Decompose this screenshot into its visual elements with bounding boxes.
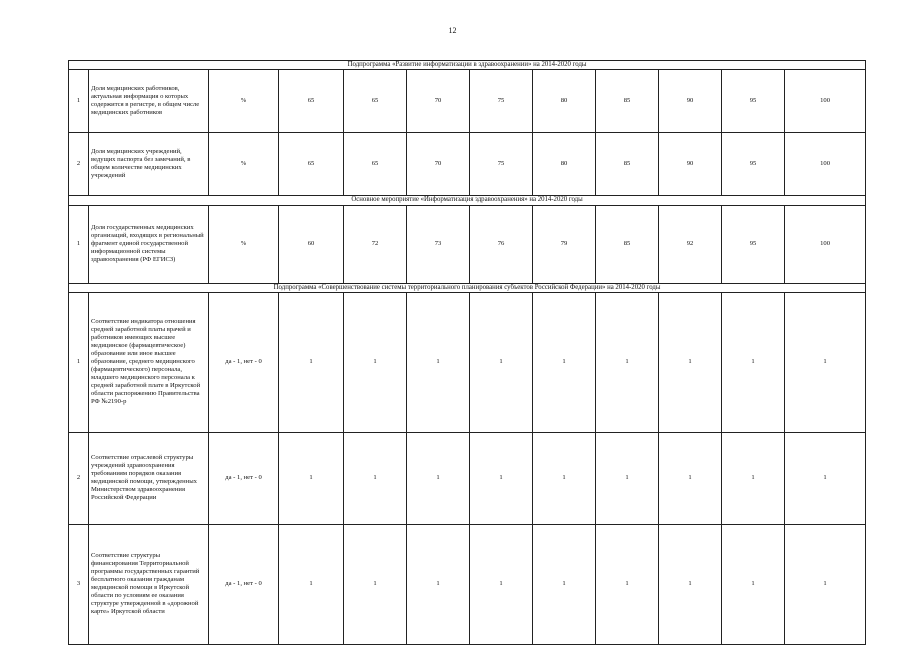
value-cell: 1	[785, 292, 866, 432]
page-number: 12	[448, 26, 457, 35]
value-cell: 70	[407, 133, 470, 196]
value-cell: 100	[785, 70, 866, 133]
unit-cell: %	[209, 205, 279, 283]
value-cell: 1	[533, 292, 596, 432]
value-cell: 90	[659, 70, 722, 133]
value-cell: 100	[785, 133, 866, 196]
unit-cell: %	[209, 133, 279, 196]
value-cell: 73	[407, 205, 470, 283]
value-cell: 1	[344, 524, 407, 644]
value-cell: 1	[785, 432, 866, 524]
row-number: 1	[69, 70, 89, 133]
value-cell: 65	[344, 70, 407, 133]
value-cell: 1	[533, 524, 596, 644]
value-cell: 100	[785, 205, 866, 283]
value-cell: 95	[722, 70, 785, 133]
value-cell: 92	[659, 205, 722, 283]
value-cell: 1	[596, 432, 659, 524]
value-cell: 1	[596, 292, 659, 432]
value-cell: 1	[659, 524, 722, 644]
value-cell: 1	[407, 524, 470, 644]
value-cell: 85	[596, 70, 659, 133]
value-cell: 75	[470, 133, 533, 196]
value-cell: 1	[470, 292, 533, 432]
indicator-name: Доля медицинских учреждений, ведущих паспорта без замечаний, в общем количестве медицинских учреждений	[89, 133, 209, 196]
indicator-name: Доля государственных медицинских организаций, входящих в региональный фрагмент единой государственной информационной системы здравоохранения (РФ ЕГИСЗ)	[89, 205, 209, 283]
value-cell: 1	[722, 524, 785, 644]
value-cell: 1	[407, 432, 470, 524]
unit-cell: да - 1, нет - 0	[209, 524, 279, 644]
value-cell: 1	[279, 432, 344, 524]
value-cell: 60	[279, 205, 344, 283]
indicators-table	[68, 60, 866, 645]
value-cell: 95	[722, 133, 785, 196]
unit-cell: да - 1, нет - 0	[209, 292, 279, 432]
value-cell: 1	[344, 432, 407, 524]
value-cell: 85	[596, 133, 659, 196]
value-cell: 1	[722, 432, 785, 524]
row-number: 2	[69, 432, 89, 524]
value-cell: 65	[279, 133, 344, 196]
indicator-name: Соответствие структуры финансирования Территориальной программы государственных гарантий бесплатного оказания гражданам медицинской помощи в Иркутской области по условиям ее оказания структуре утвержденной в «дорожной карте» Иркутской области	[89, 524, 209, 644]
value-cell: 1	[279, 524, 344, 644]
value-cell: 70	[407, 70, 470, 133]
value-cell: 1	[659, 432, 722, 524]
value-cell: 72	[344, 205, 407, 283]
table-row	[69, 524, 866, 644]
table-row	[69, 70, 866, 133]
value-cell: 79	[533, 205, 596, 283]
value-cell: 65	[279, 70, 344, 133]
indicator-name: Доля медицинских работников, актуальная информация о которых содержится в регистре, в общем числе медицинских работников	[89, 70, 209, 133]
section-title: Подпрограмма «Развитие информатизации в здравоохранении» на 2014-2020 годы	[69, 61, 866, 70]
value-cell: 1	[533, 432, 596, 524]
unit-cell: да - 1, нет - 0	[209, 432, 279, 524]
section-title: Основное мероприятие «Информатизация здравоохранения» на 2014-2020 годы	[69, 196, 866, 205]
value-cell: 80	[533, 133, 596, 196]
value-cell: 1	[659, 292, 722, 432]
value-cell: 1	[722, 292, 785, 432]
value-cell: 95	[722, 205, 785, 283]
value-cell: 76	[470, 205, 533, 283]
value-cell: 90	[659, 133, 722, 196]
table-row	[69, 292, 866, 432]
value-cell: 1	[785, 524, 866, 644]
value-cell: 65	[344, 133, 407, 196]
value-cell: 1	[279, 292, 344, 432]
row-number: 1	[69, 292, 89, 432]
value-cell: 1	[407, 292, 470, 432]
table-row	[69, 133, 866, 196]
value-cell: 85	[596, 205, 659, 283]
value-cell: 1	[344, 292, 407, 432]
table-row	[69, 205, 866, 283]
value-cell: 1	[470, 432, 533, 524]
row-number: 1	[69, 205, 89, 283]
row-number: 3	[69, 524, 89, 644]
indicator-name: Соответствие отраслевой структуры учреждений здравоохранения требованиям порядков оказания медицинской помощи, утвержденных Министерством здравоохранения Российской Федерации	[89, 432, 209, 524]
table-row	[69, 432, 866, 524]
value-cell: 75	[470, 70, 533, 133]
value-cell: 80	[533, 70, 596, 133]
value-cell: 1	[470, 524, 533, 644]
unit-cell: %	[209, 70, 279, 133]
value-cell: 1	[596, 524, 659, 644]
indicator-name: Соответствие индикатора отношения средней заработной платы врачей и работников имеющих высшее медицинское (фармацевтическое) образование или иное высшее образование, среднего медицинского (фармацевтического) персонала, младшего медицинского персонала к средней заработной плате в Иркутской области распоряжению Правительства РФ №2190-р	[89, 292, 209, 432]
section-title: Подпрограмма «Совершенствование системы территориального планирования субъектов Российской Федерации» на 2014-2020 годы	[69, 283, 866, 292]
row-number: 2	[69, 133, 89, 196]
